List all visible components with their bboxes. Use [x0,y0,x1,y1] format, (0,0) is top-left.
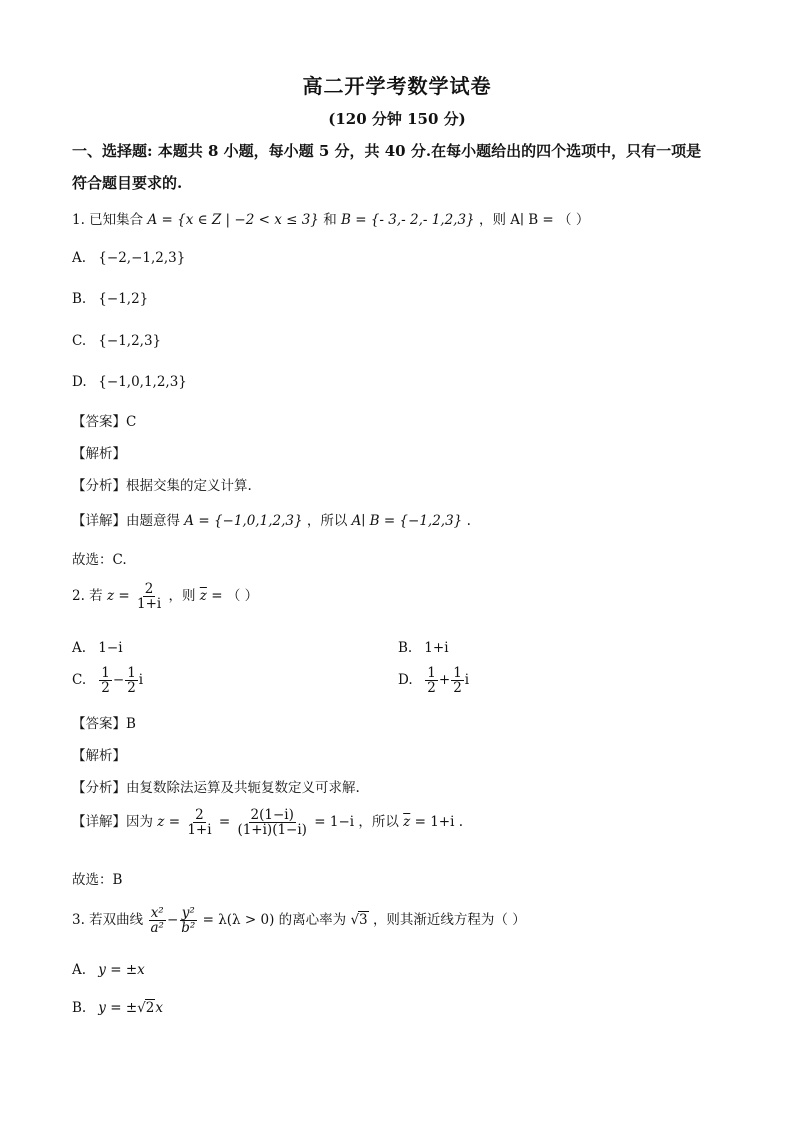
q2-fraction [135,582,163,611]
q1-xiangjie-prefix: 【详解】由题意得 [72,513,180,529]
q3-stem-mid: 的离心率为 [278,912,347,929]
option-letter: C. [72,672,87,689]
half-fraction: $\frac{1}{2}$ [453,665,462,697]
q2-stem-prefix: 2. 若 [72,588,103,605]
q2-option-c: C. $\frac{1}{2}$ − $\frac{1}{2}$ i [72,665,144,697]
q2-option-b [398,640,449,656]
option-letter: A. [72,962,87,978]
fraction-denominator: 1+i [136,596,162,613]
option-text: 1+i [424,640,449,656]
sqrt-icon: √ [137,1000,146,1016]
q1-stem-prefix: 1. 已知集合 [72,212,144,228]
q3-option-b: B. y = ±√2x [72,1000,163,1016]
q1-jiexi: 【解析】 [72,446,126,462]
q3-frac-y: $\frac{\text{y²}}{\text{b²}}$ [181,905,196,937]
fraction-numerator: 2 [144,581,154,597]
q2-stem [72,582,258,611]
q1-option-d [72,374,187,390]
q1-set-a: A = {x ∈ Z | −2 < x ≤ 3} [147,212,319,228]
q1-option-c [72,333,161,349]
q2-guxuan: 故选：B [72,872,123,888]
q1-xiangjie-mid: ，所以 [306,513,348,529]
option-letter: B. [72,1000,87,1016]
q1-fenxi: 【分析】根据交集的定义计算. [72,478,252,494]
q2-xj-fraction1: $\frac{2}{1+i}$ [187,807,212,839]
q2-zbar: $\overline{z}$ [199,588,207,605]
option-text: 1−i [98,640,123,656]
option-text: y = ±x [98,962,145,978]
q1-xiangjie [72,509,471,529]
page-title: 高二开学考数学试卷 [302,74,492,98]
option-letter: A. [72,640,87,656]
q2-answer: 【答案】B [72,716,136,732]
q2-stem-end: = （ ） [211,588,259,605]
option-text: {−1,2,3} [98,333,162,349]
q1-guxuan: 故选：C. [72,552,127,568]
page-subtitle: (120 分钟 150 分) [328,110,466,128]
q3-lambda: = λ(λ > 0) [202,912,275,929]
option-text: {−2,−1,2,3} [98,250,186,266]
option-letter: B. [72,291,87,307]
half-fraction: $\frac{1}{2}$ [127,665,136,697]
q3-option-a [72,962,145,978]
q2-xiangjie-prefix: 【详解】因为 [72,814,153,831]
sqrt-icon: √ [350,912,360,929]
q1-option-a [72,250,185,266]
q2-stem-suffix: ，则 [168,588,196,605]
q2-xiangjie: 【详解】因为 z = $\frac{2}{1+i}$ = $\frac{2(1-i)}{(1+i)(1-i)}$ = 1−i ，所以 $\overline{z} = 1+i$ . [72,807,464,839]
q1-xiangjie-math1: A = {−1,0,1,2,3} [184,513,303,529]
q1-xiangjie-math2: A∣ B = {−1,2,3} [351,513,463,529]
q1-option-b [72,291,148,307]
q2-jiexi: 【解析】 [72,748,126,764]
option-text: {−1,2} [98,291,149,307]
section-heading-line2: 符合题目要求的. [72,174,183,192]
option-letter: D. [398,672,413,689]
q1-stem-suffix: ，则 A∣ B = （ ） [478,212,590,228]
option-letter: B. [398,640,413,656]
q3-stem: 3. 若双曲线 $\frac{\text{x²}}{\text{a²}}$ − $\frac{\text{y²}}{\text{b²}}$ = λ(λ > 0) 的离心率为 √3 ，则其渐近线方程为（ ） [72,905,526,937]
q1-connector: 和 [323,212,337,228]
q2-fenxi: 【分析】由复数除法运算及共轭复数定义可求解. [72,780,360,796]
q2-xj-fraction2: $\frac{2(1-i)}{(1+i)(1-i)}$ [237,807,307,839]
q3-frac-x: $\frac{\text{x²}}{\text{a²}}$ [150,905,164,937]
half-fraction: $\frac{1}{2}$ [427,665,436,697]
option-letter: A. [72,250,87,266]
option-letter: D. [72,374,87,390]
q3-sqrt3: 3 [359,912,368,929]
option-text: {−1,0,1,2,3} [98,374,187,390]
q1-stem [72,208,589,228]
q3-stem-suffix: ，则其渐近线方程为（ ） [372,912,526,929]
q1-xiangjie-end: . [466,513,471,529]
half-fraction: $\frac{1}{2}$ [101,665,110,697]
q1-set-b: B = {- 3,- 2,- 1,2,3} [340,212,475,228]
option-letter: C. [72,333,87,349]
q2-option-a [72,640,123,656]
q1-answer: 【答案】C [72,414,137,430]
q2-z-eq: z = [106,588,130,605]
q3-stem-prefix: 3. 若双曲线 [72,912,144,929]
q2-option-d: D. $\frac{1}{2}$ + $\frac{1}{2}$ i [398,665,470,697]
section-heading-line1: 一、选择题: 本题共 8 小题，每小题 5 分，共 40 分.在每小题给出的四个选项中，只有一项是 [72,142,702,160]
